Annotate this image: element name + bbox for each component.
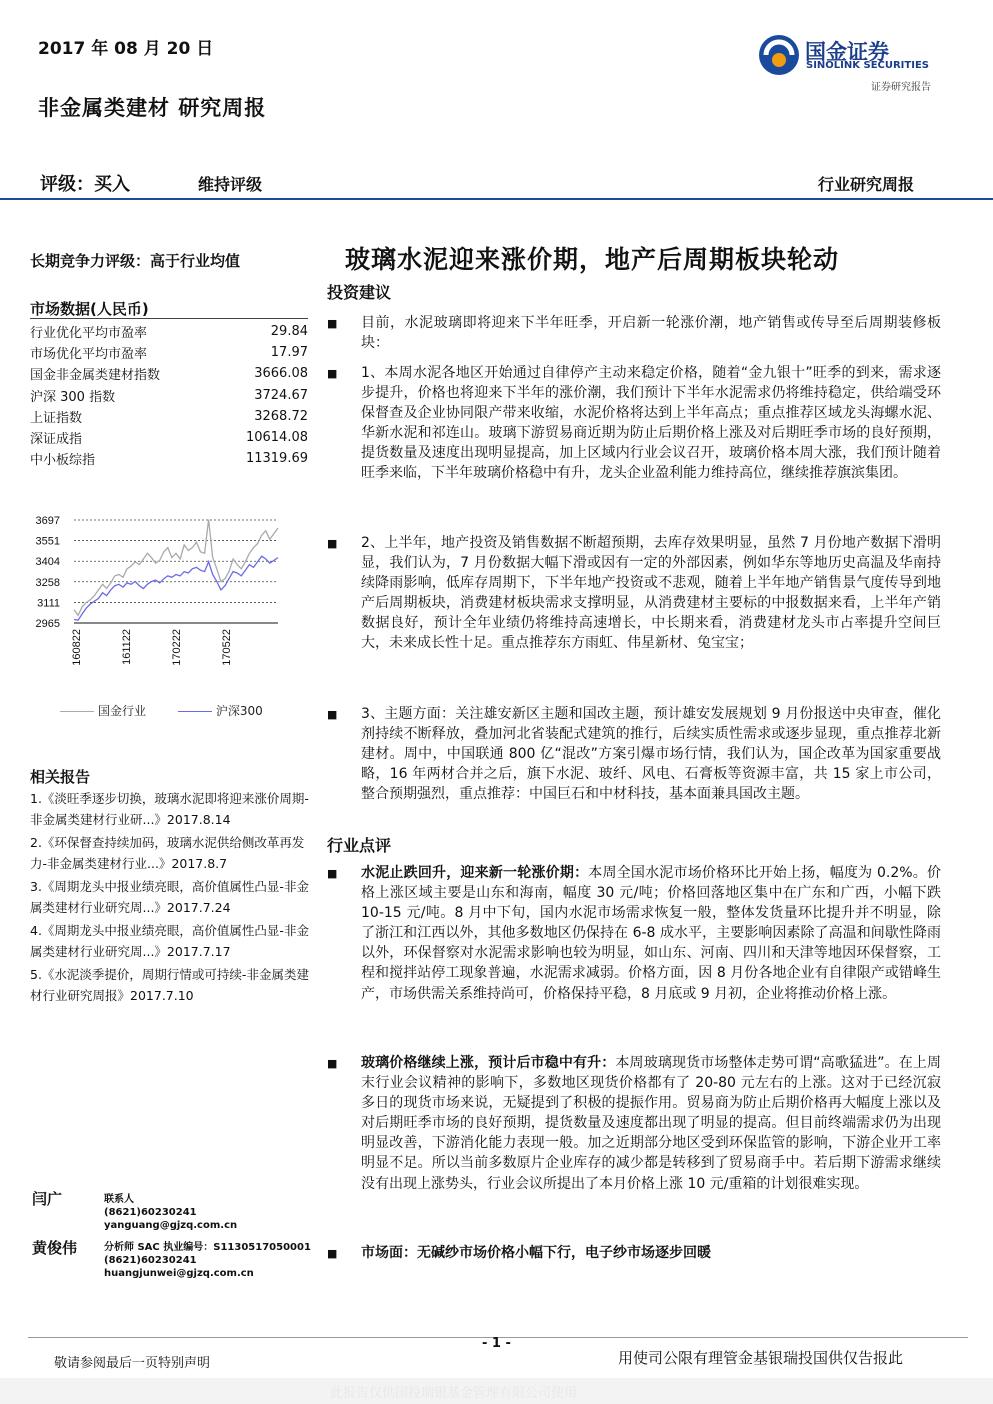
analyst-email[interactable]: yanguang@gjzq.com.cn [104, 1220, 238, 1231]
row-label: 国金非金属类建材指数 [30, 368, 161, 384]
report-date: 2017 年 08 月 20 日 [38, 39, 214, 59]
section-title-invest: 投资建议 [327, 283, 392, 302]
review-paragraph [361, 1243, 941, 1263]
related-date: 2017.7.10 [130, 988, 194, 1003]
analyst-info [104, 1193, 237, 1232]
logo-name: 国金证券 [805, 40, 889, 64]
analyst-role: 联系人 [104, 1194, 134, 1205]
rating: 评级：买入 [40, 174, 130, 195]
table-row [30, 342, 308, 363]
related-date: 2017.7.24 [166, 900, 231, 915]
bullet-icon: ■ [327, 537, 338, 550]
footer-watermark: 此报告仅供国投瑞银基金管理有限公司使用 [330, 1386, 578, 1401]
legend-line-hs300 [178, 711, 212, 712]
analyst-name: 黄俊伟 [32, 1239, 78, 1257]
bullet-icon: ■ [327, 317, 338, 330]
bullet-icon: ■ [327, 708, 338, 721]
related-text: 1.《淡旺季逐步切换，玻璃水泥即将迎来涨价周期-非金属类建材行业研...》 [30, 791, 309, 827]
invest-paragraph: 2、上半年，地产投资及销售数据不断超预期，去库存效果明显，虽然 7 月份地产数据下滑明显，我们认为，7 月份数据大幅下滑或因有一定的外部因素，例如华东等地历史高温及华南持续降雨影响，低库存周期下，下半年地产投资或不悲观，随着上半年地产销售景气度传导到地产后周期板块，消费建材板块需求支撑明显，从消费建材主要标的中报数据来看，上半年产销数据良好，预计全年业绩仍将维持高速增长，中长期来看，消费建材龙头市占率提升空间巨大，未来成长性十足。重点推荐东方雨虹、伟星新材、兔宝宝； [361, 535, 941, 652]
long-term-rating: 长期竞争力评级：高于行业均值 [30, 252, 241, 270]
market-data-table [30, 321, 308, 469]
related-text: 3.《周期龙头中报业绩亮眼，高价值属性凸显-非金属类建材行业研究周...》 [30, 879, 309, 915]
related-date: 2017.7.17 [166, 944, 231, 959]
related-date: 2017.8.14 [166, 812, 231, 827]
page-number: - 1 - [482, 1336, 511, 1351]
analyst-phone: (8621)60230241 [104, 1255, 197, 1266]
y-tick-label: 3404 [35, 556, 60, 569]
report-category: 非金属类建材 研究周报 [38, 96, 267, 120]
x-tick-label: 161122 [121, 629, 133, 665]
review-lead: 水泥止跌回升，迎来新一轮涨价期： [361, 865, 589, 881]
table-row [30, 363, 308, 384]
x-tick-label: 170522 [221, 629, 233, 666]
review-text: 本周全国水泥市场价格环比开始上扬，幅度为 0.2%。价格上涨区域主要是山东和海南，幅度 30 元/吨；价格回落地区集中在广东和广西，小幅下跌 10-15 元/吨。8 月中下旬，国内水泥市场需求恢复一般，整体发货量环比提升并不明显，除了浙江和江西以外，其他多数地区仍保持在 6-8 成水平，主要影响因素除了高温和间歇性降雨以外，环保督察对水泥需求影响也较为明显，如山东、河南、四川和天津等地因环保督察，工程和搅拌站停工现象普遍，水泥需求减弱。价格方面，因 8 月份各地企业有自律限产或错峰生产，市场供需关系维持尚可，价格保持平稳，8 月底或 9 月初，企业将推动价格上涨。 [361, 865, 941, 1002]
y-tick-label: 3551 [35, 535, 60, 548]
legend-label-hs300: 沪深300 [215, 704, 263, 718]
row-label: 深证成指 [30, 432, 83, 448]
list-item[interactable] [30, 832, 320, 874]
review-text: 本周玻璃现货市场整体走势可谓“高歌猛进”。在上周末行业会议精神的影响下，多数地区现货价格都有了 20-80 元左右的上涨。这对于已经沉寂多日的现货市场来说，无疑提到了积极的提振作用。贸易商为防止后期价格再大幅度上涨以及对后期旺季市场的良好预期，提货数量及速度都出现了明显的提高。但目前终端需求仍为出现明显改善，下游消化能力表现一般。加之近期部分地区受到环保监管的影响，下游企业开工率明显不足。所以当前多数原片企业库存的减少都是转移到了贸易商手中。若后期下游需求继续没有出现上涨势头，行业会议所提出了本月价格上涨 10 元/重箱的计划很难实现。 [361, 1055, 942, 1192]
footer-reversed-note: 用使司公限有理管金基银瑞投国供仅告报此 [618, 1349, 904, 1367]
table-row [30, 448, 308, 469]
related-reports-title: 相关报告 [30, 768, 91, 786]
row-label: 上证指数 [30, 410, 83, 426]
logo-note: 证券研究报告 [871, 82, 931, 93]
sinolink-logo-icon [756, 32, 802, 78]
legend-label-industry: 国金行业 [98, 704, 147, 718]
review-paragraph [361, 1053, 941, 1194]
list-item[interactable] [30, 920, 320, 962]
bullet-icon: ■ [327, 367, 338, 380]
list-item[interactable] [30, 964, 320, 1006]
header-rule [0, 198, 993, 200]
row-label: 市场优化平均市盈率 [30, 347, 148, 363]
bullet-icon: ■ [327, 867, 338, 880]
x-tick-label: 170222 [171, 629, 183, 666]
row-value: 3724.67 [254, 387, 308, 403]
index-line-chart [28, 505, 318, 685]
list-item[interactable] [30, 876, 320, 918]
chart-legend [60, 702, 263, 719]
row-label: 沪深 300 指数 [30, 389, 116, 405]
bullet-icon: ■ [327, 1247, 338, 1260]
rating-keep: 维持评级 [198, 175, 263, 194]
invest-paragraph: 3、主题方面：关注雄安新区主题和国改主题，预计雄安发展规划 9 月份报送中央审查，催化剂持续不断释放，叠加河北省装配式建筑的推行，后续实质性需求或逐步显现，重点推荐北新建材。周中，中国联通 800 亿“混改”方案引爆市场行情，我们认为，国企改革为国家重要战略，16 年两材合并之后，旗下水泥、玻纤、风电、石膏板等资源丰富，共 15 家上市公司，整合预期强烈，重点推荐：中国巨石和中材科技，基本面兼具国改主题。 [361, 706, 941, 803]
table-row [30, 427, 308, 448]
analyst-role: 分析师 SAC 执业编号：S1130517050001 [104, 1242, 311, 1253]
review-lead: 玻璃价格继续上涨，预计后市稳中有升： [361, 1055, 616, 1071]
report-type: 行业研究周报 [818, 175, 915, 194]
bullet-icon: ■ [327, 1057, 338, 1070]
row-label: 行业优化平均市盈率 [30, 326, 148, 342]
analyst-phone: (8621)60230241 [104, 1207, 197, 1218]
y-tick-label: 3697 [35, 515, 60, 527]
analyst-info [104, 1241, 311, 1280]
row-value: 29.84 [270, 324, 308, 340]
y-tick-label: 3258 [35, 576, 60, 589]
logo-english: SINOLINK SECURITIES [806, 60, 929, 71]
invest-paragraph: 1、本周水泥各地区开始通过自律停产主动来稳定价格，随着“金九银十”旺季的到来，需求逐步提升，价格也将迎来下半年的涨价潮，我们预计下半年水泥需求仍将维持稳定，供给端受环保督查及企业协同限产带来收缩，水泥价格将达到上半年高点；重点推荐区域龙头海螺水泥、华新水泥和祁连山。玻璃下游贸易商近期为防止后期价格上涨及对后期旺季市场的良好预期，提货数量及速度出现明显提高，加上区域内行业会议召开，玻璃价格本周大涨，我们预计随着旺季来临，下半年玻璃价格稳中有升，龙头企业盈利能力维持高位，继续推荐旗滨集团。 [361, 365, 941, 482]
analyst-email[interactable]: huangjunwei@gjzq.com.cn [104, 1268, 254, 1279]
table-row [30, 321, 308, 342]
section-title-review: 行业点评 [327, 836, 392, 855]
x-tick-label: 160822 [71, 629, 83, 666]
row-value: 10614.08 [245, 430, 308, 446]
related-reports-list [30, 788, 320, 1008]
review-paragraph [361, 863, 941, 1004]
row-value: 11319.69 [245, 451, 308, 467]
headline: 玻璃水泥迎来涨价期，地产后周期板块轮动 [345, 245, 840, 274]
y-tick-label: 3111 [37, 597, 60, 610]
related-text: 2.《环保督查持续加码，玻璃水泥供给侧改革再发力-非金属类建材行业...》 [30, 835, 305, 871]
related-text: 5.《水泥淡季提价，周期行情或可持续-非金属类建材行业研究周报》 [30, 967, 309, 1003]
market-data-title: 市场数据(人民币) [30, 300, 149, 318]
series-line-hs300 [74, 556, 278, 620]
related-text: 4.《周期龙头中报业绩亮眼，高价值属性凸显-非金属类建材行业研究周...》 [30, 923, 309, 959]
table-row [30, 385, 308, 406]
y-tick-label: 2965 [35, 618, 60, 630]
analyst-name: 闫广 [32, 1190, 63, 1208]
market-data-rule [30, 318, 308, 319]
row-value: 3268.72 [254, 408, 308, 424]
review-lead: 市场面：无碱纱市场价格小幅下行，电子纱市场逐步回暖 [361, 1245, 711, 1261]
table-row [30, 406, 308, 427]
related-date: 2017.8.7 [171, 856, 228, 871]
row-value: 17.97 [270, 345, 308, 361]
list-item[interactable] [30, 788, 320, 830]
row-label: 中小板综指 [30, 453, 96, 469]
row-value: 3666.08 [254, 366, 308, 382]
legend-line-industry [60, 711, 94, 712]
invest-paragraph: 目前，水泥玻璃即将迎来下半年旺季，开启新一轮涨价潮，地产销售或传导至后周期装修板块： [361, 315, 941, 352]
footer-disclaimer: 敬请参阅最后一页特别声明 [54, 1356, 211, 1371]
